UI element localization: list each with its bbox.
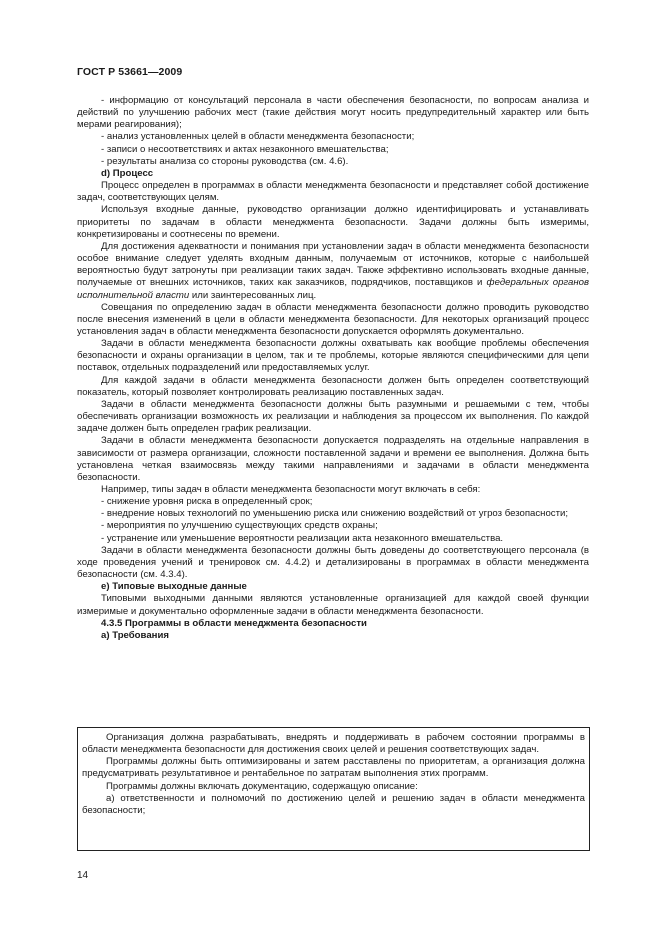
paragraph: Используя входные данные, руководство организации должно идентифицировать и устанавливать приоритеты по задачам в области менеджмента безопасности. Задачи должны быть измеримы, конкретизированы и соотнесены по времени. bbox=[77, 204, 589, 240]
paragraph-text: Для достижения адекватности и понимания при установлении задач в области менеджмента безопасности особое внимание следует уделять входным данным, получаемым от источников, которые с наибольшей вероятностью будут затронуты при реализации таких задач. Также эффективно использовать входные данные, получаемые от внешних источников, таких как заказчиков, подрядчиков, поставщиков и bbox=[77, 240, 589, 289]
document-header: ГОСТ Р 53661—2009 bbox=[77, 66, 183, 78]
requirements-box-text bbox=[82, 732, 585, 817]
paragraph-text: или заинтересованных лиц. bbox=[189, 289, 317, 301]
subsection-heading: d) Процесс bbox=[101, 167, 154, 179]
paragraph: - анализ установленных целей в области менеджмента безопасности; bbox=[101, 131, 415, 143]
paragraph: Задачи в области менеджмента безопасности допускается подразделять на отдельные направления в зависимости от размера организации, сложности поставленной задачи и времени ее выполнения. Должна быть установлена четкая взаимосвязь между такими направлениями и задачами в области менеджмента безопасности. bbox=[77, 435, 589, 483]
italic-term: федеральных органов исполнительной власти bbox=[77, 277, 590, 301]
page-number: 14 bbox=[77, 870, 89, 881]
list-item: - устранение или уменьшение вероятности реализации акта незаконного вмешательства. bbox=[101, 532, 504, 544]
paragraph: Типовыми выходными данными являются установленные организацией для каждой своей функции измеримые и документально оформленные задачи в области менеджмента безопасности. bbox=[77, 593, 589, 617]
paragraph: Например, типы задач в области менеджмента безопасности могут включать в себя: bbox=[101, 484, 481, 495]
subsection-heading: а) Требования bbox=[101, 629, 169, 641]
subsection-heading: e) Типовые выходные данные bbox=[101, 581, 247, 593]
paragraph: - записи о несоответствиях и актах незаконного вмешательства; bbox=[101, 143, 389, 155]
list-item: - мероприятия по улучшению существующих средств охраны; bbox=[101, 520, 378, 532]
paragraph: - информацию от консультаций персонала в части обеспечения безопасности, по вопросам анализа и действий по улучшению рабочих мест (такие действия могут носить предупредительный характер или быть мерами реагирования); bbox=[77, 95, 589, 131]
box-paragraph: Программы должны быть оптимизированы и затем расставлены по приоритетам, а организация должна предусматривать результативное и рентабельное по затратам выполнения этих программ. bbox=[82, 756, 585, 780]
paragraph: Задачи в области менеджмента безопасности должны быть доведены до соответствующего персонала (в ходе проведения учений и тренировок см. 4.4.2) и детализированы в программах в области менеджмента безопасности (см. 4.3.4). bbox=[77, 544, 589, 581]
paragraph: - результаты анализа со стороны руководства (см. 4.6). bbox=[101, 155, 349, 167]
box-paragraph: Организация должна разрабатывать, внедрять и поддерживать в рабочем состоянии программы в области менеджмента безопасности для достижения своих целей и решения соответствующих задач. bbox=[82, 732, 585, 756]
box-paragraph: Программы должны включать документацию, содержащую описание: bbox=[106, 780, 418, 792]
list-item: - снижение уровня риска в определенный срок; bbox=[101, 496, 313, 508]
list-item: - внедрение новых технологий по уменьшению риска или снижению воздействий от угроз безопасности; bbox=[101, 508, 569, 520]
paragraph bbox=[77, 241, 589, 302]
paragraph: Задачи в области менеджмента безопасности должны быть разумными и решаемыми с тем, чтобы обеспечивать организации возможность их реализации и наблюдения за процессом их выполнения. По каждой задаче должен быть определен график реализации. bbox=[77, 398, 589, 435]
paragraph: Задачи в области менеджмента безопасности должны охватывать как вообщие проблемы обеспечения безопасности и охраны организации в целом, так и те проблемы, которые являются специфическими для цепи поставок, отдельных подразделений или предоставляемых услуг. bbox=[77, 338, 589, 374]
paragraph: Для каждой задачи в области менеджмента безопасности должен быть определен соответствующий показатель, который позволяет контролировать реализацию поставленных задач. bbox=[77, 374, 589, 398]
paragraph: Процесс определен в программах в области менеджмента безопасности и представляет собой достижение задач, соответствующих целям. bbox=[77, 180, 589, 204]
section-heading: 4.3.5 Программы в области менеджмента безопасности bbox=[101, 617, 367, 629]
paragraph: Совещания по определению задач в области менеджмента безопасности должно проводить руководство после внесения изменений в цели в области менеджмента безопасности. Для некоторых организаций процесс установления задач в области менеджмента безопасности допускается оформлять документально. bbox=[77, 301, 589, 337]
document-body bbox=[77, 95, 589, 642]
box-list-item: а) ответственности и полномочий по достижению целей и решению задач в области менеджмента безопасности; bbox=[82, 792, 585, 816]
